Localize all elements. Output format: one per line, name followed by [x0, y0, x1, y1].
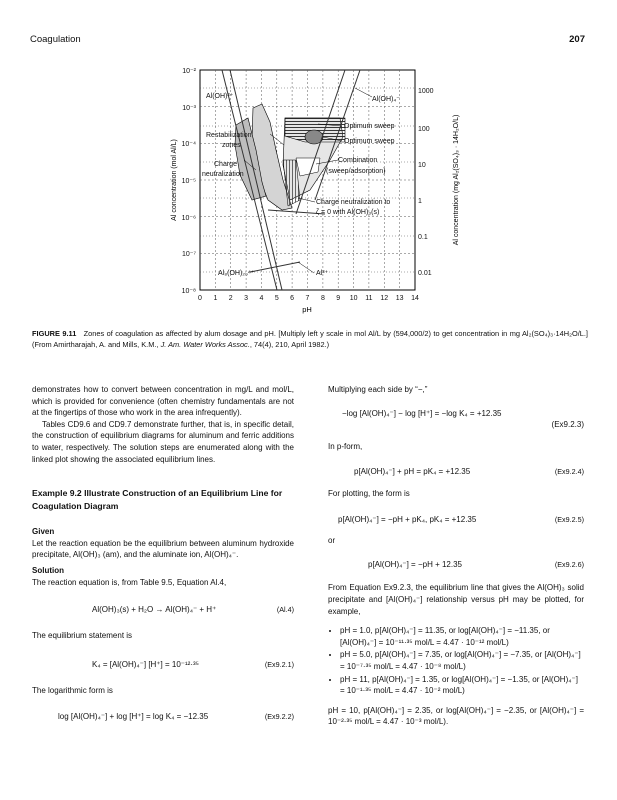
x-axis-label: pH [302, 305, 312, 314]
list-item: • pH = 11, p[Al(OH)₄⁻] = 1.35, or log[Al(OH)₄⁻] = −1.35, or [Al(OH)₄⁻] = 10⁻¹·³⁵ mol/L = 4.47 · 10⁻² mol/L) [340, 674, 584, 697]
equation-ex922-body: log [Al(OH)₄⁻] + log [H⁺] = log K₄ = −12.35 [58, 711, 209, 721]
caption-text-2: , 74(4), 210, April 1982.) [249, 340, 330, 349]
multiply-intro: Multiplying each side by “−,” [328, 385, 428, 394]
xtick-8: 8 [320, 295, 325, 302]
xtick-10: 10 [349, 295, 358, 302]
right-column [328, 384, 584, 728]
rtick-1000: 1000 [418, 88, 434, 95]
label-optimum-sweep-2: Optimum sweep [344, 138, 395, 145]
equation-ex923-tag: (Ex9.2.3) [551, 420, 584, 430]
y-right-axis-label: Al concentration (mg Al₂(SO₄)₃ · 14H₂O/L) [453, 114, 460, 246]
ytick-1e-4: 10⁻⁴ [181, 141, 196, 148]
equation-al4-tag: (Al.4) [276, 605, 294, 615]
caption-journal: J. Am. Water Works Assoc. [160, 340, 250, 349]
equation-ex921 [92, 659, 294, 671]
xtick-3: 3 [244, 295, 249, 302]
xtick-1: 1 [213, 295, 218, 302]
xtick-12: 12 [380, 295, 389, 302]
xtick-13: 13 [395, 295, 404, 302]
xtick-4: 4 [259, 295, 264, 302]
example-title: Example 9.2 Illustrate Construction of an Equilibrium Line for Coagulation Diagram [32, 488, 283, 511]
equation-al4 [92, 604, 294, 616]
rtick-100: 100 [418, 126, 430, 133]
label-charge: Charge [214, 161, 237, 168]
pform-intro: In p-form, [328, 441, 363, 451]
xtick-14: 14 [411, 295, 419, 302]
equation-ex924 [354, 466, 584, 478]
label-zones: zones [222, 142, 241, 149]
paragraph-2: Tables CD9.6 and CD9.7 demonstrate further, that is, in specific detail, the construction of equilibrium diagrams for aluminum and ferric additions to water, respectively. The solution steps are enumerated along with the linked plot showing the associated equilibrium lines. [32, 419, 294, 464]
solution-heading: Solution [32, 565, 64, 575]
rtick-0.1: 0.1 [418, 234, 428, 241]
label-aloh2: Al(OH)²⁺ [206, 93, 234, 100]
page-number: 207 [569, 34, 585, 45]
ytick-1e-7: 10⁻⁷ [181, 251, 196, 258]
equation-ex926 [368, 559, 584, 571]
xtick-9: 9 [336, 295, 341, 302]
equation-ex924-tag: (Ex9.2.4) [554, 467, 584, 477]
label-combination: Combination [338, 157, 378, 164]
ytick-1e-8: 10⁻⁸ [181, 288, 196, 295]
solution-text: The reaction equation is, from Table 9.5, Equation Al.4, [32, 577, 227, 587]
given-heading: Given [32, 527, 55, 537]
rtick-10: 10 [418, 162, 426, 169]
label-al8: Al₈(OH)₂₀⁴⁺ [218, 270, 255, 277]
equation-ex925-tag: (Ex9.2.5) [554, 514, 584, 524]
label-neutralization: neutralization [202, 171, 244, 178]
label-optimum-sweep-1: Optimum sweep [344, 123, 395, 130]
final-example: pH = 10, p[Al(OH)₄⁻] = 2.35, or log[Al(OH)₄⁻] = −2.35, or [Al(OH)₄⁻] = 10⁻²·³⁵ mol/L = 4.47 · 10⁻³ mol/L). [328, 705, 584, 727]
equation-ex922-tag: (Ex9.2.2) [264, 711, 294, 721]
xtick-7: 7 [305, 295, 310, 302]
rtick-0.01: 0.01 [418, 270, 432, 277]
xtick-6: 6 [290, 295, 295, 302]
y-axis-label: Al concentration (mol Al/L) [171, 139, 178, 221]
running-header-section: Coagulation [30, 34, 81, 45]
ytick-1e-5: 10⁻⁵ [181, 178, 196, 185]
ytick-1e-3: 10⁻³ [182, 105, 196, 112]
list-item: • pH = 5.0, p[Al(OH)₄⁻] = 7.35, or log[Al(OH)₄⁻] = −7.35, or [Al(OH)₄⁻] = 10⁻⁷·³⁵ mol/L = 4.47 · 10⁻⁸ mol/L) [340, 649, 584, 672]
label-sweep-adsorption: (sweep/adsorption) [326, 168, 386, 175]
caption-label: FIGURE 9.11 [32, 329, 77, 338]
label-cn-to: Charge neutralization to [316, 199, 391, 206]
equation-ex926-body: p[Al(OH)₄⁻] = −pH + 12.35 [368, 559, 462, 569]
label-aloh4: Al(OH)₄⁻ [372, 96, 400, 103]
xtick-11: 11 [365, 295, 373, 302]
caption-text-1: Zones of coagulation as affected by alum dosage and pH. [Multiply left y scale in mol Al/L by (594,000/2) to get concentration in mg Al₂(SO₄)₃·14H₂O/L.] (From Amirtharajah, A. and Mills, K.M., [32, 329, 588, 349]
from-equation-text: From Equation Ex9.2.3, the equilibrium line that gives the Al(OH)₃ solid precipitate and [Al(OH)₄⁻] relationship versus pH may be plotted, for example, [328, 583, 584, 616]
rtick-1: 1 [418, 198, 422, 205]
ytick-1e-2: 10⁻² [182, 68, 196, 75]
log-form-intro: The logarithmic form is [32, 685, 113, 695]
xtick-2: 2 [228, 295, 233, 302]
equation-ex921-body: K₄ = [Al(OH)₄⁻] [H⁺] = 10⁻¹²·³⁵ [92, 660, 199, 670]
list-item: • pH = 1.0, p[Al(OH)₄⁻] = 11.35, or log[Al(OH)₄⁻] = −11.35, or [Al(OH)₄⁻] = 10⁻¹¹·³⁵ mol/L = 4.47 · 10⁻¹² mol/L) [340, 625, 584, 648]
given-text: Let the reaction equation be the equilibrium between aluminum hydroxide precipitate, Al(OH)₃ (am), and the aluminate ion, Al(OH)₄⁻. [32, 538, 294, 560]
equation-al4-body: Al(OH)₃(s) + H₂O → Al(OH)₄⁻ + H⁺ [92, 605, 217, 615]
figure-caption [32, 328, 588, 350]
equation-ex926-tag: (Ex9.2.6) [554, 559, 584, 569]
statement-intro: The equilibrium statement is [32, 630, 133, 640]
label-al3: Al³⁺ [316, 270, 329, 277]
equation-ex923-body: −log [Al(OH)₄⁻] − log [H⁺] = −log K₄ = +12.35 [342, 408, 502, 418]
equation-ex921-tag: (Ex9.2.1) [264, 660, 294, 670]
xtick-0: 0 [198, 295, 202, 302]
label-zeta-zero: ζ = 0 with Al(OH)₃(s) [316, 209, 380, 216]
equation-ex925 [338, 514, 584, 526]
equation-ex924-body: p[Al(OH)₄⁻] + pH = pK₄ = +12.35 [354, 467, 471, 477]
ytick-1e-6: 10⁻⁶ [181, 215, 196, 222]
label-restabilization: Restabilization [206, 132, 252, 139]
equation-ex925-body: p[Al(OH)₄⁻] = −pH + pK₄, pK₄ = +12.35 [338, 514, 477, 524]
left-column [32, 384, 294, 722]
or-text: or [328, 536, 336, 546]
equation-ex922 [58, 711, 294, 723]
ph-examples-list [328, 625, 584, 697]
xtick-5: 5 [274, 295, 279, 302]
paragraph-1: demonstrates how to convert between concentration in mg/L and mol/L, which is provided for convenience (often chemistry fundamentals are not at the fingertips of those who work in the area infrequently). [32, 385, 294, 418]
coagulation-diagram [0, 0, 617, 320]
plotting-intro: For plotting, the form is [328, 488, 410, 498]
